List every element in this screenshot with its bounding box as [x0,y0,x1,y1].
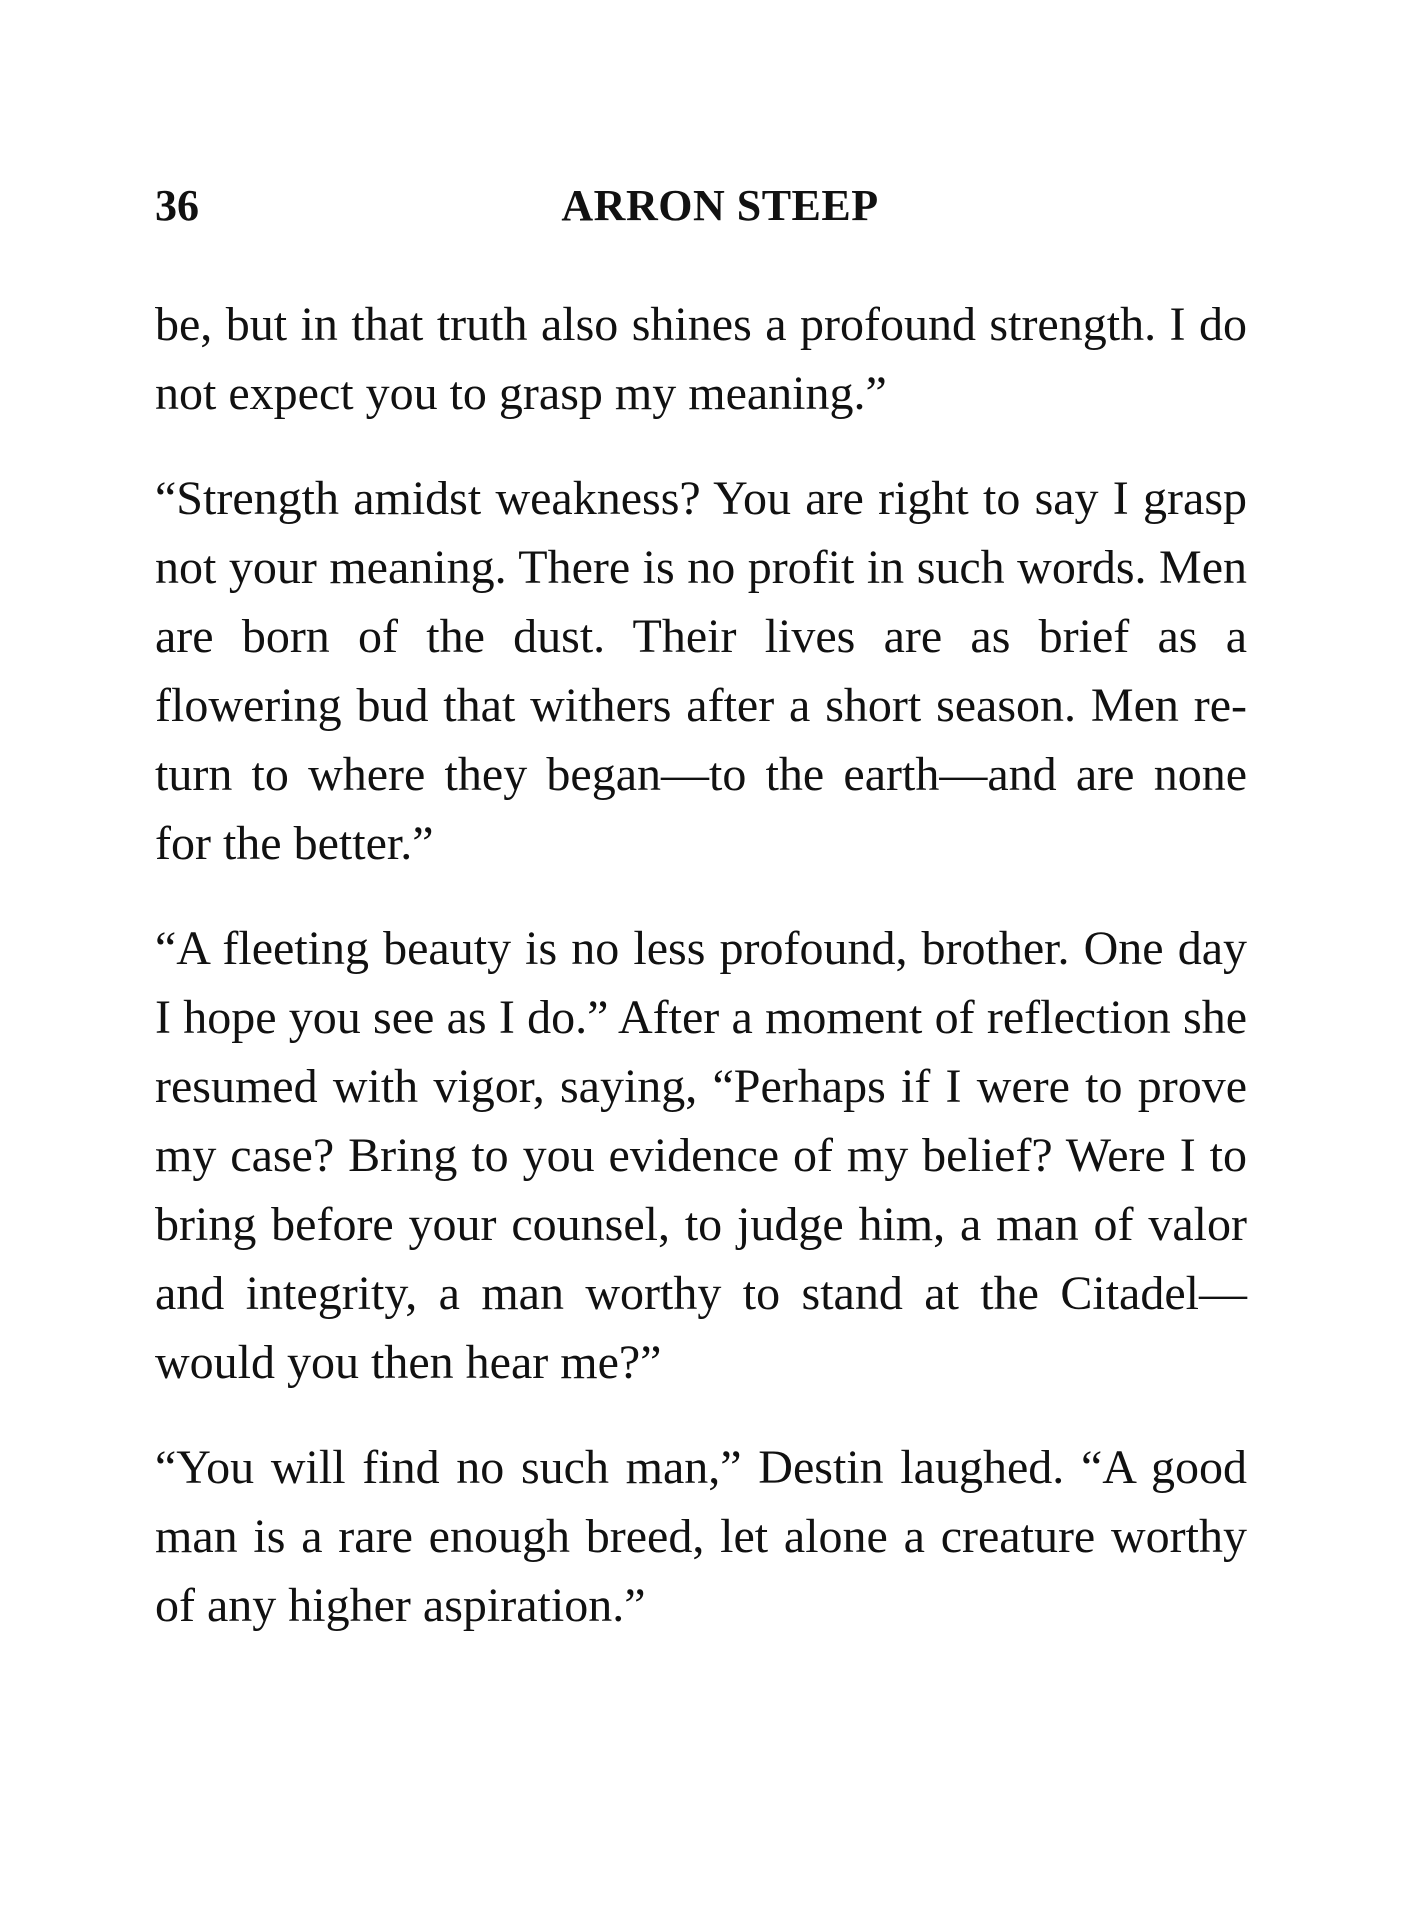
page-number: 36 [155,181,199,230]
paragraph: “Strength amidst weakness? You are right to say I grasp not your meaning. There is no profit in such words. Men are born of the dust. Their lives are as brief as a flowering bud that withers after a short season. Men return to where they began—to the earth—and are none for the better.” [155,472,1247,870]
paragraph: be, but in that truth also shines a profound strength. I do not expect you to grasp my meaning.” [155,298,1247,420]
paragraph: “A fleeting beauty is no less profound, brother. One day I hope you see as I do.” After a moment of reflection she resumed with vigor, saying, “Perhaps if I were to prove my case? Bring to you evidence of my belief? Were I to bring before your counsel, to judge him, a man of valor and integrity, a man worthy to stand at the Citadel—would you then hear me?” [155,922,1247,1389]
body-text [155,290,1247,1640]
paragraph: “You will find no such man,” Destin laughed. “A good man is a rare enough breed, let alone a creature worthy of any higher aspiration.” [155,1441,1247,1632]
running-head [155,176,1245,236]
book-title: ARRON STEEP [561,181,879,230]
